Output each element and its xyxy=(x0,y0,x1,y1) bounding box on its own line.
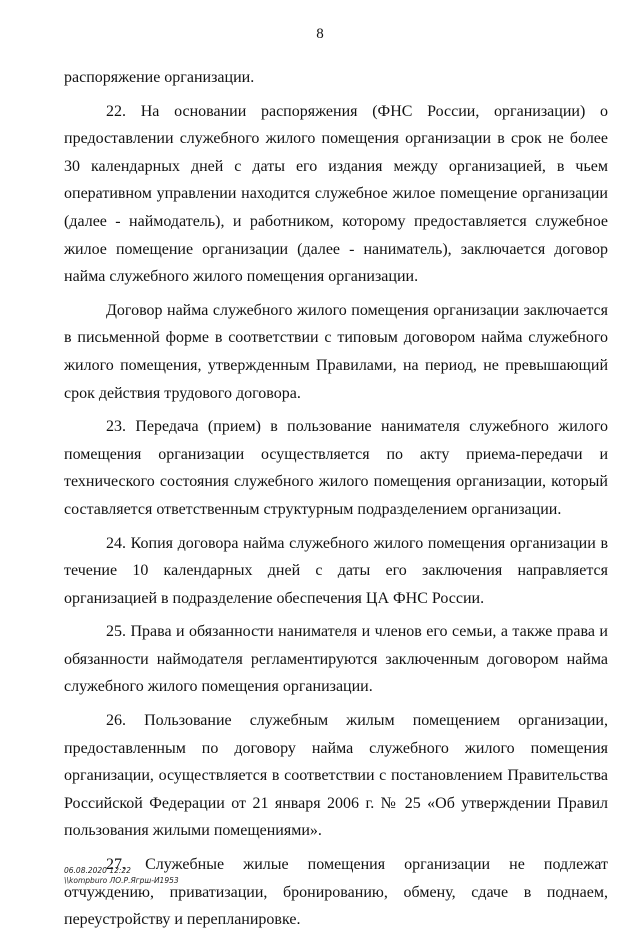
paragraph-22-contract: Договор найма служебного жилого помещения организации заключается в письменной форме в соответствии с типовым договором найма служебного жилого помещения, утвержденным Правилами, на период, не превышающий срок действия трудового договора. xyxy=(64,301,608,402)
paragraph-22: 22. На основании распоряжения (ФНС России, организации) о предоставлении служебного жилого помещения организации в срок не более 30 календарных дней с даты его издания между организацией, в чьем оперативном управлении находится служебное жилое помещение организации (далее - наймодатель), и работником, которому предоставляется служебное жилое помещение организации (далее - наниматель), заключается договор найма служебного жилого помещения организации. xyxy=(64,102,608,286)
footer-file-path: \\kompburo ЛО.Р.Ягрш-И1953 xyxy=(64,876,179,885)
page-number: 8 xyxy=(316,26,324,42)
paragraph-23: 23. Передача (прием) в пользование нанимателя служебного жилого помещения организации осуществляется по акту приема-передачи и технического состояния служебного жилого помещения организации, который составляется ответственным структурным подразделением организации. xyxy=(64,418,608,518)
paragraph-25: 25. Права и обязанности нанимателя и членов его семьи, а также права и обязанности наймодателя регламентируются заключенным договором найма служебного жилого помещения организации. xyxy=(64,623,608,696)
document-body xyxy=(64,64,608,940)
paragraph-continuation: распоряжение организации. xyxy=(64,69,255,86)
paragraph-27: 27. Служебные жилые помещения организации не подлежат отчуждению, приватизации, бронированию, обмену, сдаче в поднаем, переустройству и перепланировке. xyxy=(64,856,608,929)
paragraph-26: 26. Пользование служебным жилым помещением организации, предоставленным по договору найма служебного жилого помещения организации, осуществляется в соответствии с постановлением Правительства Российской Федерации от 21 января 2006 г. № 25 «Об утверждении Правил пользования жилыми помещениями». xyxy=(64,712,608,840)
footer-date: 06.08.2020 12:22 xyxy=(64,866,131,875)
document-footer xyxy=(64,866,179,886)
paragraph-24: 24. Копия договора найма служебного жилого помещения организации в течение 10 календарных дней с даты его заключения направляется организацией в подразделение обеспечения ЦА ФНС России. xyxy=(64,534,608,607)
